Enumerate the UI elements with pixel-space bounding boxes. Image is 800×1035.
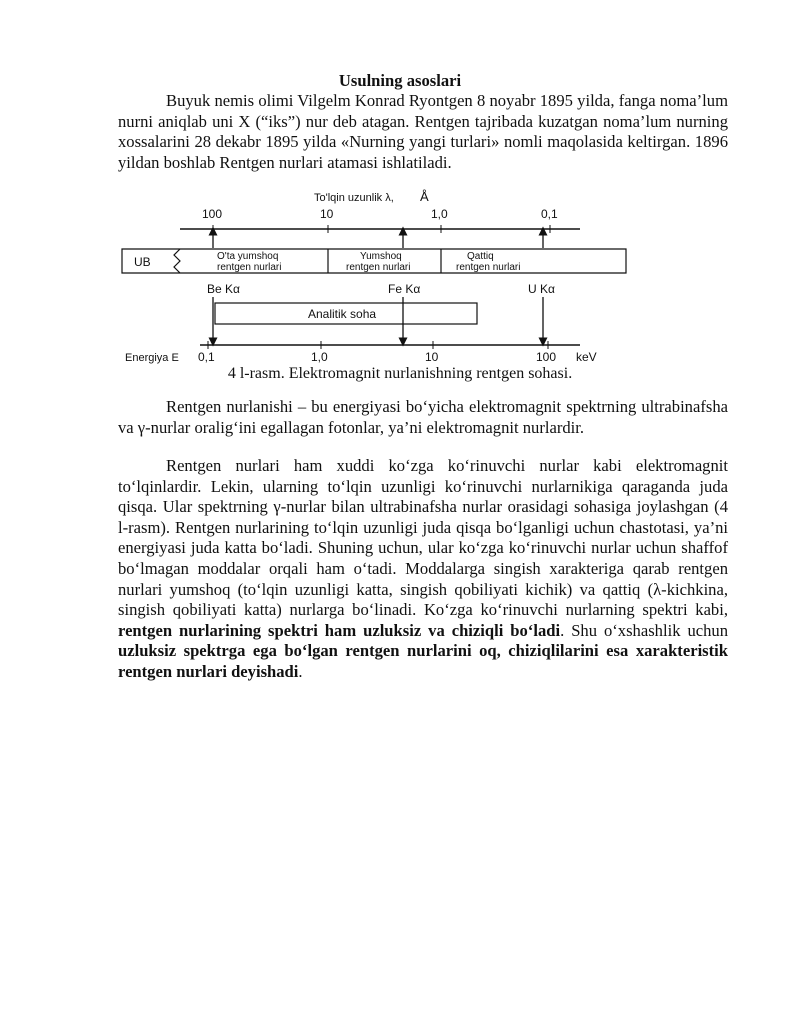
band-ub: UB xyxy=(134,255,151,269)
paragraph-text: . xyxy=(298,661,303,681)
analytic-region-label: Analitik soha xyxy=(308,307,377,321)
wavelength-tick-label: 1,0 xyxy=(431,207,448,221)
band-hard-line2: rentgen nurlari xyxy=(456,262,521,273)
paragraph-definition: Rentgen nurlanishi – bu energiyasi bo‘yicha elektromagnit spektrning ultrabinafsha va γ-nurlar oralig‘ini egallagan fotonlar, ya’ni elektromagnit nurlardir. xyxy=(118,397,728,437)
wavelength-tick-label: 100 xyxy=(202,207,223,221)
angstrom-symbol: Å xyxy=(420,189,429,204)
energy-tick-label: 0,1 xyxy=(198,350,215,364)
energy-unit: keV xyxy=(576,350,597,364)
figure-caption: 4 l-rasm. Elektromagnit nurlanishning rentgen sohasi. xyxy=(227,365,573,382)
band-ultra-soft-line2: rentgen nurlari xyxy=(217,262,282,273)
paragraph-properties xyxy=(118,456,728,683)
band-soft-line1: Yumshoq xyxy=(360,251,402,262)
energy-tick-label: 100 xyxy=(536,350,557,364)
bold-statement-definition: uzluksiz spektrga ega bo‘lgan rentgen nurlarini oq, chiziqlilarini esa xarakteristik rentgen nurlari deyishadi xyxy=(118,641,728,681)
energy-axis-label: Energiya E xyxy=(125,352,179,364)
paragraph-history: Buyuk nemis olimi Vilgelm Konrad Ryontgen 8 noyabr 1895 yilda, fanga noma’lum nurni aniqlab uni X (“iks”) nur deb atagan. Rentgen tajribada kuzatgan noma’lum nurning xossalarini 28 dekabr 1895 yilda «Nurning yangi turlari» nomli maqolasida keltirgan. 1896 yildan boshlab Rentgen nurlari atamasi ishlatiladi. xyxy=(118,91,728,172)
line-fe-ka: Fe Kα xyxy=(388,282,421,296)
line-u-ka: U Kα xyxy=(528,282,555,296)
section-heading: Usulning asoslari xyxy=(338,71,462,90)
band-hard-line1: Qattiq xyxy=(467,251,494,262)
paragraph-text: Rentgen nurlari ham xuddi ko‘zga ko‘rinuvchi nurlar kabi elektromagnit to‘lqinlardir. Lekin, ularning to‘lqin uzunligi ko‘rinuvchi nurlarnikiga qaraganda juda qisqa. Ular spektrning γ-nurlar bilan ultrabinafsha nurlar orasidagi sohasiga joylashgan (4 l-rasm). Rentgen nurlarining to‘lqin uzunligi juda qisqa bo‘lganligi uchun chastotasi, ya’ni energiyasi juda katta bo‘ladi. Shuning uchun, ular ko‘zga ko‘rinuvchi nurlar uchun shaffof bo‘lmagan moddalar orqali ham o‘tadi. Moddalarga singish xarakteriga qarab rentgen nurlari yumshoq (to‘lqin uzunligi katta, singish qobiliyati kichik) va qattiq (λ-kichkina, singish qobiliyati katta) nurlarga bo‘linadi. Ko‘zga ko‘rinuvchi nurlarning spektri kabi, xyxy=(118,456,728,620)
paragraph-text: . Shu o‘xshashlik uchun xyxy=(560,620,728,640)
energy-tick-label: 1,0 xyxy=(311,350,328,364)
wavelength-axis-label: To'lqin uzunlik λ, xyxy=(314,192,394,204)
wavelength-tick-label: 10 xyxy=(320,207,334,221)
wavelength-tick-label: 0,1 xyxy=(541,207,558,221)
band-ultra-soft-line1: O'ta yumshoq xyxy=(217,251,279,262)
bold-statement-spectrum: rentgen nurlarining spektri ham uzluksiz va chiziqli bo‘ladi xyxy=(118,620,561,640)
band-soft-line2: rentgen nurlari xyxy=(346,262,411,273)
xray-spectrum-diagram xyxy=(118,184,638,366)
ub-boundary xyxy=(174,249,180,273)
line-be-ka: Be Kα xyxy=(207,282,240,296)
energy-tick-label: 10 xyxy=(425,350,439,364)
